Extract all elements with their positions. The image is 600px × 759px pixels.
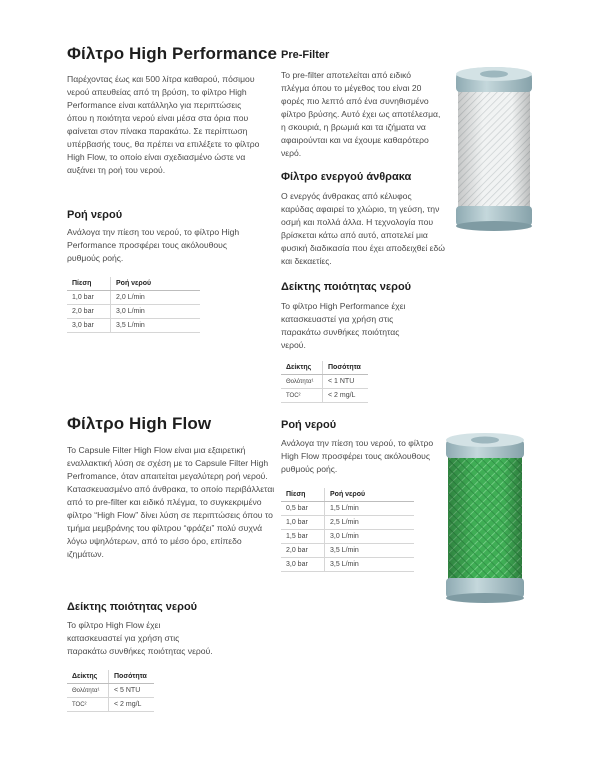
cell-quantity: < 2 mg/L [109, 698, 155, 712]
cell-flow: 2,0 L/min [111, 291, 201, 305]
cell-flow: 3,5 L/min [325, 544, 415, 558]
table-row [281, 502, 414, 516]
cell-pressure: 1,0 bar [281, 516, 325, 530]
hp-title: Φίλτρο High Performance [67, 44, 278, 63]
cell-flow: 1,5 L/min [325, 502, 415, 516]
table-row [281, 530, 414, 544]
table-row [281, 516, 414, 530]
cell-pressure: 2,0 bar [67, 305, 111, 319]
table-row [67, 291, 200, 305]
hf-flow-table [281, 488, 414, 572]
table-row [281, 544, 414, 558]
table-row [67, 319, 200, 333]
carbon-text: Ο ενεργός άνθρακας από κέλυφος καρύδας αφαιρεί το χλώριο, τη γεύση, την οσμή και πολλά άλλα. Η τεχνολογία που βρίσκεται κάτω από αυτό, αποτελεί μια φυσική διαδικασία που έχει αποδειχθεί εδώ και δεκαετίες. [281, 191, 445, 266]
hp-flow-text: Ανάλογα την πίεση του νερού, το φίλτρο High Performance προσφέρει τους ακόλουθους ρυθμούς ροής. [67, 227, 240, 263]
cell-flow: 3,0 L/min [325, 530, 415, 544]
hf-quality-text: Το φίλτρο High Flow έχει κατασκευαστεί για χρήση στις παρακάτω συνθήκες ποιότητας νερού. [67, 620, 213, 656]
hf-flow-text: Ανάλογα την πίεση του νερού, το φίλτρο High Flow προσφέρει τους ακόλουθους ρυθμούς ροής. [281, 438, 434, 474]
prefilter-text: Το pre-filter αποτελείται από ειδικό πλέγμα όπου το μέγεθος του είναι 20 φορές πιο λεπτό από ένα συνηθισμένο φίλτρο βρύσης. Αυτό έχει ως αποτέλεσμα, η σκουριά, η βρωμιά και τα ιζήματα να αφαιρούνται και να έχουμε καθαρότερο νερό. [281, 70, 441, 158]
table-header-row [67, 277, 200, 291]
table-row [67, 305, 200, 319]
white-filter-image [452, 66, 536, 232]
cell-pressure: 2,0 bar [281, 544, 325, 558]
table-row [281, 558, 414, 572]
cell-quantity: < 5 NTU [109, 684, 155, 698]
header-indicator: Δείκτης [281, 361, 323, 375]
table-header-row [67, 670, 154, 684]
cell-pressure: 1,0 bar [67, 291, 111, 305]
green-filter-image [442, 432, 528, 604]
cell-flow: 2,5 L/min [325, 516, 415, 530]
header-flow: Ροή νερού [111, 277, 201, 291]
hp-quality-heading: Δείκτης ποιότητας νερού [281, 281, 412, 293]
cell-pressure: 0,5 bar [281, 502, 325, 516]
header-pressure: Πίεση [67, 277, 111, 291]
table-row [281, 375, 368, 389]
hp-flow-table [67, 277, 200, 333]
prefilter-heading: Pre-Filter [281, 49, 330, 61]
table-row [67, 684, 154, 698]
cell-indicator: Θολότητα¹ [67, 684, 109, 698]
header-quantity: Ποσότητα [323, 361, 369, 375]
header-pressure: Πίεση [281, 488, 325, 502]
cell-flow: 3,5 L/min [111, 319, 201, 333]
cell-indicator: Θολότητα¹ [281, 375, 323, 389]
cell-flow: 3,0 L/min [111, 305, 201, 319]
cell-pressure: 3,0 bar [67, 319, 111, 333]
cell-quantity: < 1 NTU [323, 375, 369, 389]
hf-intro: Το Capsule Filter High Flow είναι μια εξαιρετική εναλλακτική λύση σε σχέση με το Capsule Filter High Perfromance, όταν απαιτείται μεγαλύτερη ροή νερού. Κατασκευασμένο από άνθρακα, το οποίο περιβάλλεται από το pre-filter και ειδικό πλέγμα, το συγκεκριμένο φίλτρο “High Flow” δίνει λύση σε περιπτώσεις όπου το τμήμα μεμβράνης του φίλτρου “φράζει” πολύ συχνά λόγω υψηλότερων, από το μέσο όρο, επίπεδο ιζημάτων. [67, 445, 275, 559]
cell-indicator: TOC² [67, 698, 109, 712]
cell-indicator: TOC² [281, 389, 323, 403]
header-flow: Ροή νερού [325, 488, 415, 502]
hp-flow-heading: Ροή νερού [67, 209, 123, 221]
cell-quantity: < 2 mg/L [323, 389, 369, 403]
table-row [281, 389, 368, 403]
cell-flow: 3,5 L/min [325, 558, 415, 572]
table-header-row [281, 488, 414, 502]
header-quantity: Ποσότητα [109, 670, 155, 684]
header-indicator: Δείκτης [67, 670, 109, 684]
cell-pressure: 1,5 bar [281, 530, 325, 544]
hf-title: Φίλτρο High Flow [67, 414, 212, 433]
hf-quality-table [67, 670, 154, 712]
hp-intro: Παρέχοντας έως και 500 λίτρα καθαρού, πόσιμου νερού απευθείας από τη βρύση, το φίλτρο High Performance είναι κατάλληλο για περιπτώσεις όπου η ποιότητα νερού είναι μέσα στα όρια που φαίνεται στον πίνακα παρακάτω. Σε περίπτωση υπέρβασής τους, θα πρέπει να επιλέξετε το φίλτρο High Flow, το οποίο είναι σχεδιασμένο ώστε να αυξάνει τη ροή του νερού. [67, 74, 260, 175]
hf-quality-heading: Δείκτης ποιότητας νερού [67, 601, 198, 613]
hp-quality-text: Το φίλτρο High Performance έχει κατασκευαστεί για χρήση στις παρακάτω συνθήκες ποιότητας νερού. [281, 301, 406, 350]
hf-flow-heading: Ροή νερού [281, 419, 337, 431]
carbon-heading: Φίλτρο ενεργού άνθρακα [281, 171, 412, 183]
table-row [67, 698, 154, 712]
cell-pressure: 3,0 bar [281, 558, 325, 572]
table-header-row [281, 361, 368, 375]
hp-quality-table [281, 361, 368, 403]
